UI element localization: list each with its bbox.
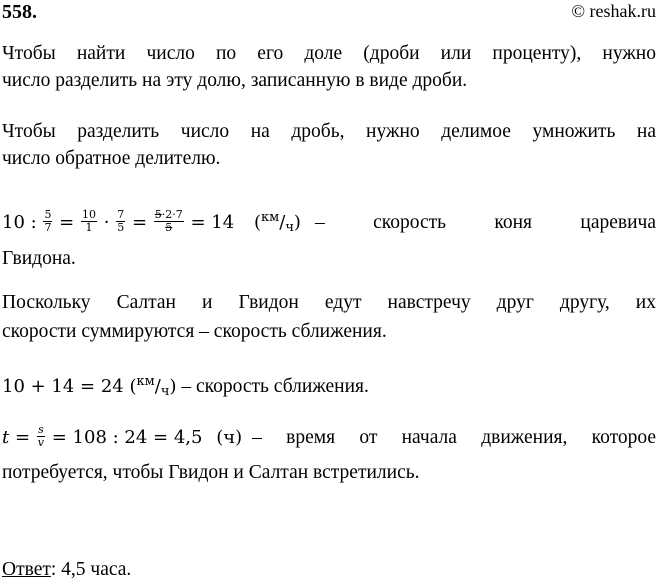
equation-2 (2, 368, 656, 405)
eq2-expression: 10 + 14 = 24 ( (2, 376, 137, 397)
paragraph-line: Чтобы разделить число на дробь, нужно делимое умножить на (2, 121, 656, 142)
unit-hours: (ч) (216, 427, 243, 448)
paragraph-line: скорости суммируются – скорость сближения. (2, 321, 387, 342)
answer-value: : 4,5 часа. (50, 559, 132, 580)
var-v: v (37, 435, 45, 449)
equation-2-text: – скорость сближения. (181, 376, 369, 397)
eq3-expression: = 108 : 24 = 4,5 (51, 427, 203, 448)
var-t: t (2, 427, 10, 448)
equals-sign: = (131, 212, 148, 233)
equation-3 (2, 424, 656, 451)
paren-open: ( (253, 212, 261, 233)
fraction-7-5 (116, 209, 125, 234)
paren-close: ) (169, 376, 177, 397)
equation-3-math (2, 424, 242, 451)
unit-slash: / (154, 376, 161, 397)
numerator-rest: ·2·7 (161, 207, 183, 221)
fraction-denominator: 1 (85, 220, 93, 234)
fraction-numerator: 7 (117, 207, 125, 221)
fraction-cancelled (154, 209, 184, 234)
equals-sign: = (14, 427, 31, 448)
equation-1 (2, 204, 656, 241)
unit-denominator: ч (160, 384, 170, 399)
paren-close: ) (293, 212, 301, 233)
header (0, 0, 662, 26)
unit-slash: / (279, 212, 286, 233)
paragraph-line: число разделить на эту долю, записанную в виде дроби. (2, 70, 468, 91)
fraction-10-1 (81, 209, 97, 234)
equation-3-text-end: потребуется, чтобы Гвидон и Салтан встретились. (2, 462, 420, 483)
equation-1-text-end: Гвидона. (2, 248, 76, 269)
fraction-denominator: 5 (165, 220, 173, 234)
equation-1-text: – скорость коня царевича (314, 212, 656, 233)
paragraph-rule-2 (2, 118, 656, 145)
site-credit: © reshak.ru (571, 1, 656, 21)
unit-numerator: км (260, 210, 280, 225)
fraction-s-v (37, 424, 45, 449)
unit-numerator: км (136, 374, 155, 389)
cancelled-digit: 5 (154, 207, 162, 221)
answer-label: Ответ (2, 559, 51, 580)
paragraph-rule-3 (2, 289, 656, 316)
fraction-numerator: 10 (82, 207, 96, 221)
paragraph-rule-3-end (2, 318, 656, 345)
fraction-denominator: 5 (117, 220, 125, 234)
eq-lhs: 10 : (2, 212, 37, 233)
equals-sign: = (59, 212, 75, 233)
paragraph-line: Чтобы найти число по его доле (дроби или проценту), нужно (2, 43, 656, 64)
multiply-dot: · (103, 212, 110, 233)
equation-3-text: – время от начала движения, которое (252, 427, 656, 448)
paragraph-rule-1 (2, 40, 656, 67)
paragraph-line: Поскольку Салтан и Гвидон едут навстречу друг другу, их (2, 292, 656, 313)
paragraph-rule-1-end (2, 67, 656, 94)
equation-result: = 14 (190, 212, 235, 233)
fraction-5-7 (43, 209, 52, 234)
unit-km-per-h (254, 212, 301, 233)
fraction-numerator (154, 209, 184, 222)
answer (2, 556, 656, 583)
equation-2-math (2, 376, 176, 397)
fraction-denominator (37, 437, 45, 449)
paragraph-line: число обратное делителю. (2, 148, 221, 169)
problem-number: 558. (2, 1, 37, 23)
fraction-denominator: 7 (44, 220, 52, 234)
fraction-numerator: 5 (44, 207, 52, 221)
var-s: s (38, 422, 44, 436)
equation-1-math (2, 204, 301, 241)
unit-denominator: ч (285, 220, 294, 235)
paragraph-rule-2-end (2, 145, 656, 172)
